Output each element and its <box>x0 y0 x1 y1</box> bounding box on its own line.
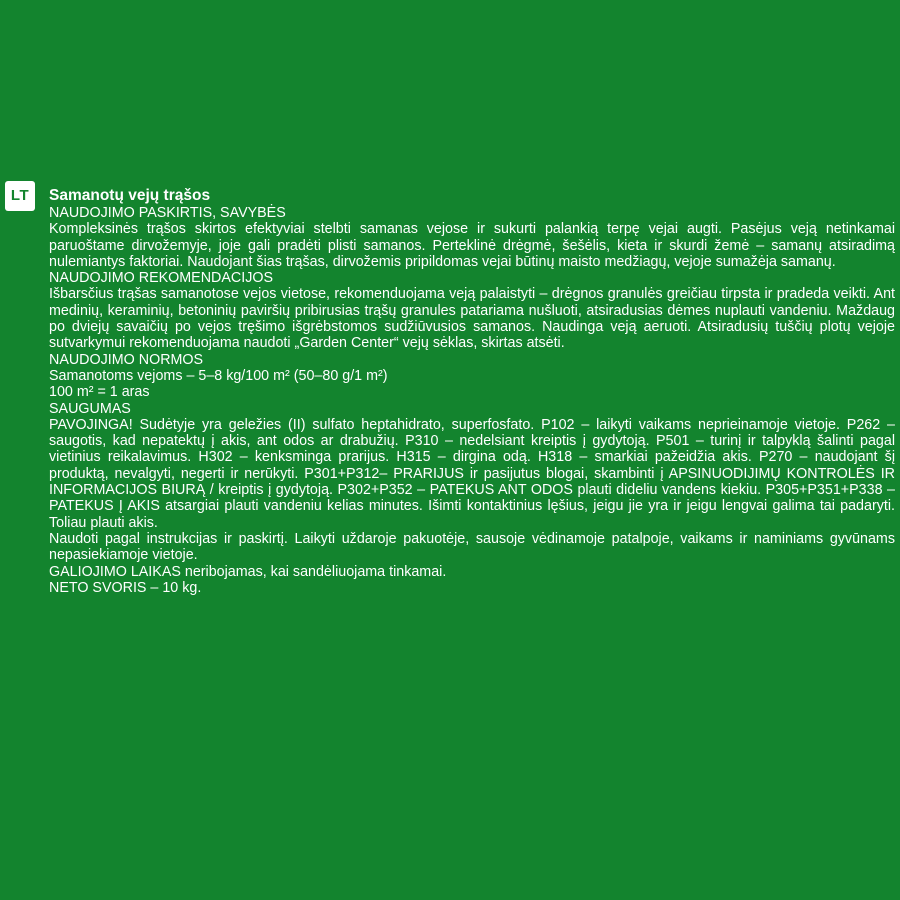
purpose-heading: NAUDOJIMO PASKIRTIS, SAVYBĖS <box>49 205 286 221</box>
safety-paragraph: PAVOJINGA! Sudėtyje yra geležies (II) sulfato heptahidrato, superfosfato. P102 – laikyti vaikams neprieinamoje vietoje. P262 – saugotis, kad nepatektų į akis, ant odos ar drabužių. P310 – nedelsiant kreiptis į gydytoją. P501 – turinį ir talpyklą šalinti pagal vietinius reikalavimus. H302 – kenksminga prarijus. H315 – dirgina odą. H318 – smarkiai pažeidžia akis. P270 – naudojant šį produktą, nevalgyti, negerti ir nerūkyti. P301+P312– PRARIJUS ir pasijutus blogai, skambinti į APSINUODIJIMŲ KONTROLĖS IR INFORMACIJOS BIURĄ / kreiptis į gydytoją. P302+P352 – PATEKUS ANT ODOS plauti dideliu vandens kiekiu. P305+P351+P338 – PATEKUS Į AKIS atsargiai plauti vandeniu kelias minutes. Išimti kontaktinius lęšius, jeigu jie yra ir jeigu lengvai galima tai padaryti. Toliau plauti akis. <box>49 416 895 531</box>
recommendations-heading: NAUDOJIMO REKOMENDACIJOS <box>49 270 274 287</box>
purpose-paragraph: Kompleksinės trąšos skirtos efektyviai stelbti samanas vejose ir sukurti palankią terpę vejai augti. Pasėjus veją netinkamai paruoštame dirvožemyje, joje gali pradėti plisti samanos. Perteklinė drėgmė, šešėlis, kieta ir skurdi žemė – samanų atsiradimą nulemiantys faktoriai. Naudojant šias trąšas, dirvožemis pripildomas vejai būtinų maisto medžiagų, vejoje sumažėja samanų. <box>49 221 895 270</box>
recommendations-paragraph: Išbarsčius trąšas samanotose vejos vietose, rekomenduojama veją palaistyti – drėgnos granulės greičiau tirpsta ir pradeda veikti. Ant medinių, keraminių, betoninių paviršių pribirusias trąšų granules patariama nušluoti, atsiradusias dėmes nuplauti vandeniu. Maždaug po dviejų savaičių po vejos tręšimo išgrėbstomos sudžiūvusios samanos. Naudinga veją aeruoti. Atsiradusių tuščių plotų vejoje sutvarkymui rekomenduojama naudoti „Garden Center“ vejų sėklas, skirtas atsėti. <box>49 286 895 352</box>
norms-area-line: 100 m² = 1 aras <box>49 384 150 401</box>
storage-paragraph: Naudoti pagal instrukcijas ir paskirtį. Laikyti uždaroje pakuotėje, sausoje vėdinamoje patalpoje, vaikams ir naminiams gyvūnams nepasiekiamoje vietoje. <box>49 530 895 564</box>
safety-heading: SAUGUMAS <box>49 400 131 417</box>
label-text-block <box>49 187 895 596</box>
norms-heading: NAUDOJIMO NORMOS <box>49 351 204 368</box>
net-weight-line: NETO SVORIS – 10 kg. <box>49 579 202 596</box>
expiry-line: GALIOJIMO LAIKAS neribojamas, kai sandėliuojama tinkamai. <box>49 563 447 580</box>
norms-rate-line: Samanotoms vejoms – 5–8 kg/100 m² (50–80 g/1 m²) <box>49 367 388 384</box>
language-badge: LT <box>5 181 35 211</box>
product-title: Samanotų vejų trąšos <box>49 187 211 204</box>
